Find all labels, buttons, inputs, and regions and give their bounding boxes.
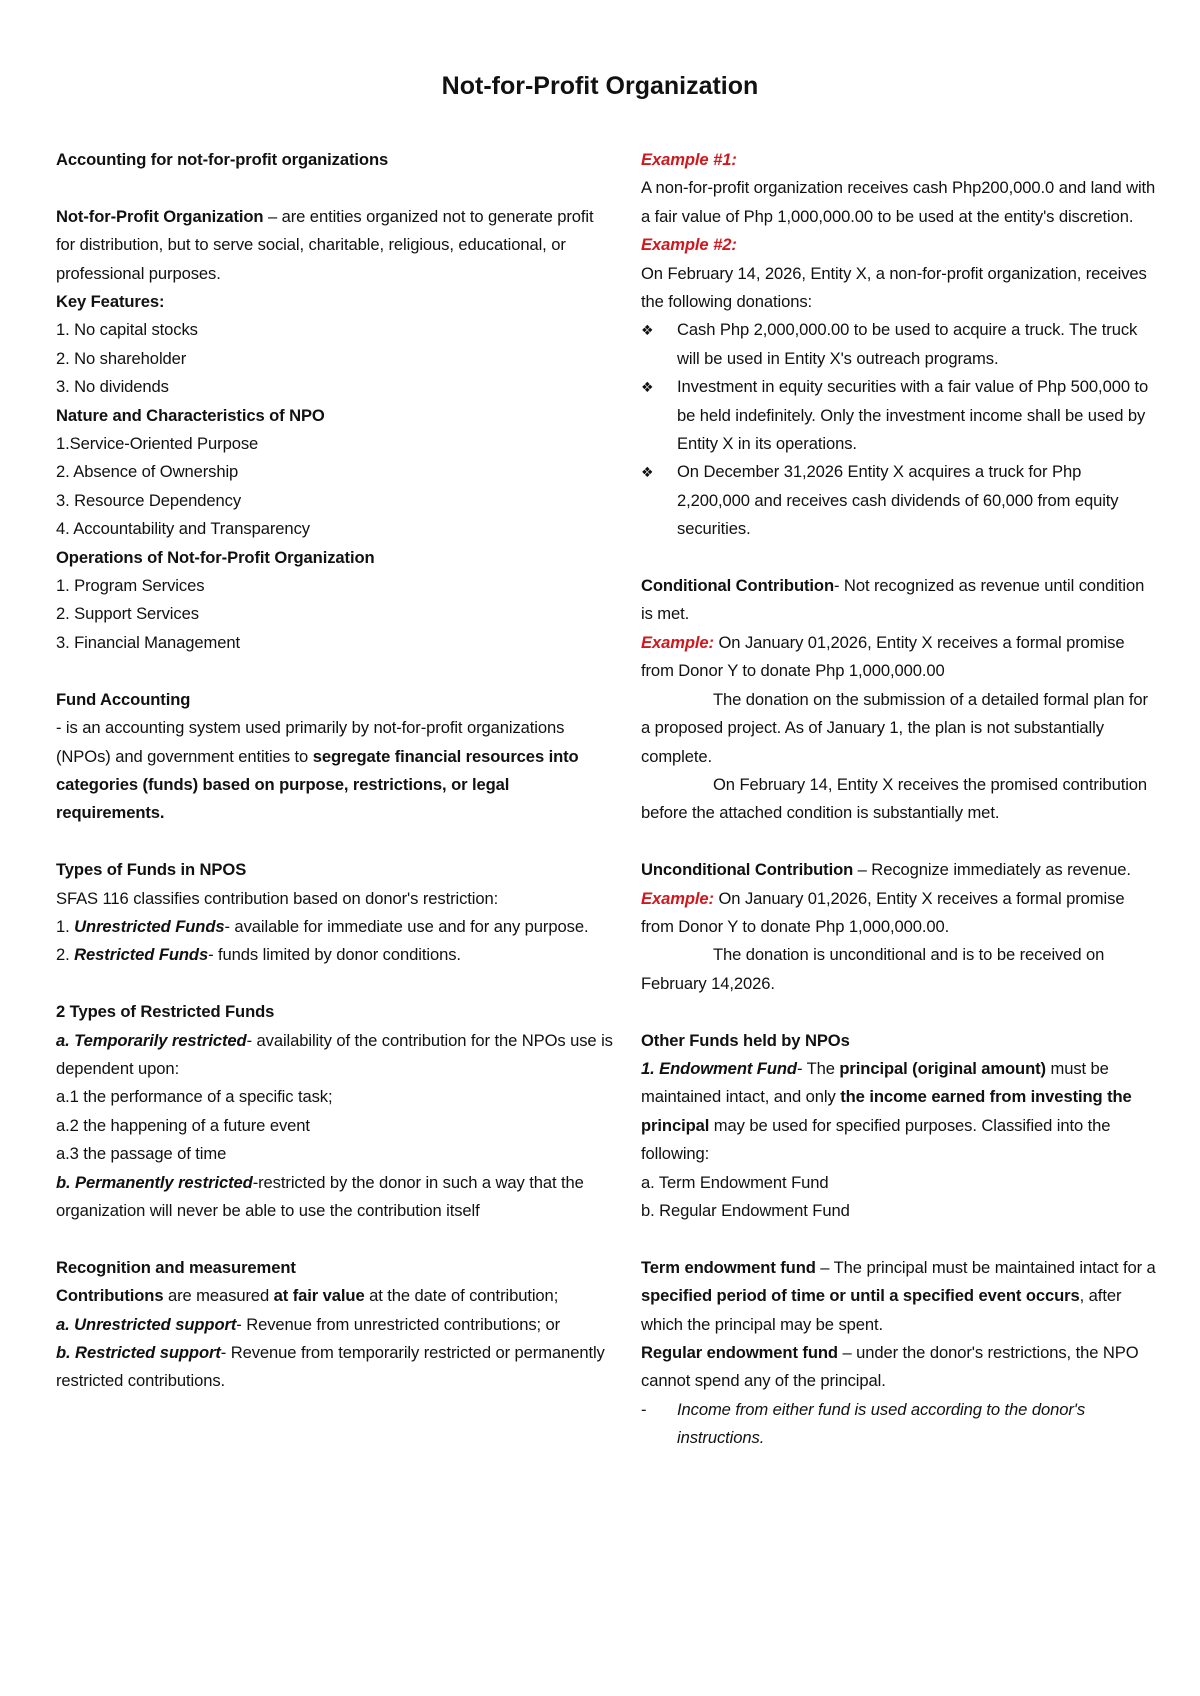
types-intro: SFAS 116 classifies contribution based on donor's restriction: [56, 888, 499, 908]
fund-accounting-heading: Fund Accounting [56, 689, 191, 709]
operations-heading: Operations of Not-for-Profit Organization [56, 547, 375, 567]
list-item: a. Term Endowment Fund [641, 1172, 829, 1192]
diamond-bullet-icon: ❖ [641, 464, 654, 481]
list-item: 1. No capital stocks [56, 320, 198, 340]
list-item: 4. Accountability and Transparency [56, 519, 310, 539]
heading-accounting: Accounting for not-for-profit organizations [56, 150, 389, 169]
list-item: a.1 the performance of a specific task; [56, 1087, 333, 1107]
list-item: ❖ Cash Php 2,000,000.00 to be used to acquire a truck. The truck will be used in Entity X's outreach programs. [641, 316, 1156, 373]
left-column [56, 146, 616, 1396]
page-title: Not-for-Profit Organization [441, 72, 759, 100]
conditional-paragraph: The donation on the submission of a detailed formal plan for a proposed project. As of January 1, the plan is not substantially complete. [641, 689, 1148, 766]
list-item: a.2 the happening of a future event [56, 1115, 310, 1135]
list-item: 2. No shareholder [56, 348, 187, 368]
unconditional-contribution: Unconditional Contribution – Recognize immediately as revenue. [641, 860, 1131, 880]
example1-label: Example #1: [641, 150, 737, 169]
dash-bullet-icon: - [641, 1399, 647, 1419]
list-item: 3. Financial Management [56, 632, 241, 652]
npo-definition: Not-for-Profit Organization – are entities organized not to generate profit for distribution, but to serve social, charitable, religious, educational, or professional purposes. [56, 206, 594, 283]
example2-label: Example #2: [641, 235, 737, 255]
contributions-text: Contributions are measured at fair value at the date of contribution; [56, 1286, 559, 1306]
unrestricted-support: a. Unrestricted support- Revenue from unrestricted contributions; or [56, 1314, 561, 1334]
list-item: b. Regular Endowment Fund [641, 1200, 850, 1220]
example1-text: A non-for-profit organization receives cash Php200,000.0 and land with a fair value of Php 1,000,000.00 to be used at the entity's discretion. [641, 178, 1156, 226]
right-column [641, 146, 1156, 1453]
list-item: 2. Support Services [56, 604, 199, 624]
list-item: 3. No dividends [56, 377, 169, 397]
permanently-restricted: b. Permanently restricted-restricted by the donor in such a way that the organization will never be able to use the contribution itself [56, 1172, 584, 1220]
list-item: 2. Absence of Ownership [56, 462, 239, 482]
list-item: - Income from either fund is used according to the donor's instructions. [641, 1396, 1156, 1453]
conditional-example: Example: On January 01,2026, Entity X receives a formal promise from Donor Y to donate Php 1,000,000.00 [641, 632, 1125, 681]
unconditional-example: Example: On January 01,2026, Entity X receives a formal promise from Donor Y to donate Php 1,000,000.00. [641, 888, 1125, 936]
list-item: 1. Program Services [56, 576, 205, 596]
unconditional-paragraph: The donation is unconditional and is to be received on February 14,2026. [641, 945, 1105, 993]
types-heading: Types of Funds in NPOS [56, 860, 247, 880]
diamond-bullet-icon: ❖ [641, 379, 654, 396]
fund-accounting-definition: - is an accounting system used primarily by not-for-profit organizations (NPOs) and government entities to segregate financial resources into categories (funds) based on purpose, restrictions, or legal requirements. [56, 718, 579, 823]
other-funds-heading: Other Funds held by NPOs [641, 1030, 850, 1050]
endowment-fund: 1. Endowment Fund- The principal (original amount) must be maintained intact, and only the income earned from investing the principal may be used for specified purposes. Classified into the following: [641, 1058, 1132, 1164]
term-endowment: Term endowment fund – The principal must be maintained intact for a specified period of time or until a specified event occurs, after which the principal may be spent. [641, 1257, 1156, 1334]
unrestricted-funds: 1. Unrestricted Funds- available for immediate use and for any purpose. [56, 916, 589, 936]
regular-endowment: Regular endowment fund – under the donor's restrictions, the NPO cannot spend any of the principal. [641, 1343, 1139, 1391]
recognition-heading: Recognition and measurement [56, 1257, 296, 1277]
diamond-bullet-icon: ❖ [641, 322, 654, 339]
nature-heading: Nature and Characteristics of NPO [56, 405, 325, 425]
restricted-funds: 2. Restricted Funds- funds limited by donor conditions. [56, 945, 461, 965]
list-item: ❖ Investment in equity securities with a fair value of Php 500,000 to be held indefinitely. Only the investment income shall be used by Entity X in its operations. [641, 373, 1156, 458]
list-item: a.3 the passage of time [56, 1144, 227, 1164]
conditional-paragraph: On February 14, Entity X receives the promised contribution before the attached condition is substantially met. [641, 774, 1148, 823]
list-item: 3. Resource Dependency [56, 490, 242, 510]
restricted-support: b. Restricted support- Revenue from temporarily restricted or permanently restricted contributions. [56, 1342, 605, 1391]
key-features-heading: Key Features: [56, 292, 165, 312]
temporarily-restricted: a. Temporarily restricted- availability of the contribution for the NPOs use is dependent upon: [56, 1030, 613, 1078]
restricted-types-heading: 2 Types of Restricted Funds [56, 1002, 275, 1022]
list-item: 1.Service-Oriented Purpose [56, 434, 259, 454]
example2-text: On February 14, 2026, Entity X, a non-for-profit organization, receives the following donations: [641, 263, 1147, 312]
list-item: ❖ On December 31,2026 Entity X acquires a truck for Php 2,200,000 and receives cash dividends of 60,000 from equity securities. [641, 458, 1156, 543]
conditional-contribution: Conditional Contribution- Not recognized as revenue until condition is met. [641, 576, 1145, 624]
